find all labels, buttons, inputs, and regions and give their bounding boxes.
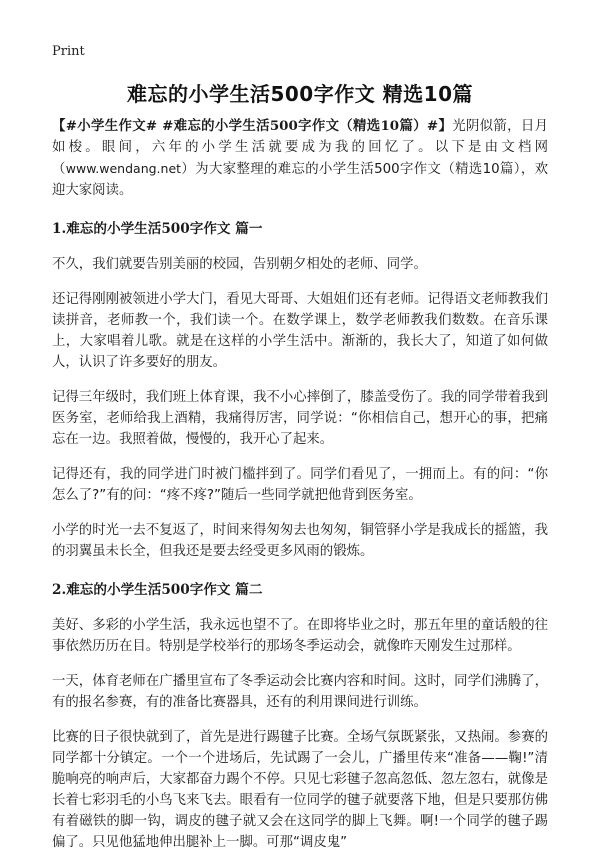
section-heading-1: 1.难忘的小学生活500字作文 篇一: [52, 221, 263, 237]
paragraph: 一天，体育老师在广播里宣布了冬季运动会比赛内容和时间。这时，同学们沸腾了，有的报名参赛，有的准备比赛器具，还有的利用课间进行训练。: [52, 674, 548, 710]
article-body: [52, 116, 548, 867]
intro-paragraph: [52, 116, 548, 201]
paragraph: 记得还有，我的同学进门时被门槛拌到了。同学们看见了，一拥而上。有的问：“你怎么了?”有的问：“疼不疼?”随后一些同学就把他背到医务室。: [52, 467, 548, 503]
paragraph: 比赛的日子很快就到了，首先是进行踢毽子比赛。全场气氛既紧张，又热闹。参赛的同学都十分镇定。一个一个进场后，先试踢了一会儿，广播里传来“准备——鞠!”清脆响亮的响声后，大家都奋力踢个不停。只见七彩毽子忽高忽低、忽左忽右，就像是长着七彩羽毛的小鸟飞来飞去。眼看有一位同学的毽子就要落下地，但是只要那仿佛有着磁铁的脚一钩，调皮的毽子就又会在这同学的脚上飞舞。啊!一个同学的毽子踢偏了。只见他猛地伸出腿补上一脚。可那“调皮鬼”: [52, 730, 548, 850]
paragraph: 记得三年级时，我们班上体育课，我不小心摔倒了，膝盖受伤了。我的同学带着我到医务室，老师给我上酒精，我痛得厉害，同学说：“你相信自己，想开心的事，把痛忘在一边。我照着做，慢慢的，我开心了起来。: [52, 390, 548, 447]
paragraph: 还记得刚刚被领进小学大门，看见大哥哥、大姐姐们还有老师。记得语文老师教我们读拼音，老师教一个，我们读一个。在数学课上，数学老师教我们数数。在音乐课上，大家唱着儿歌。就是在这样的小学生活中。渐渐的，我长大了，知道了如何做人，认识了许多要好的朋友。: [52, 292, 548, 370]
paragraph: 美好、多彩的小学生活，我永远也望不了。在即将毕业之时，那五年里的童话般的往事依然历历在目。特别是学校举行的那场冬季运动会，就像昨天刚发生过那样。: [52, 618, 548, 654]
source-url[interactable]: www.wendang.net: [65, 161, 182, 176]
section-heading-2: 2.难忘的小学生活500字作文 篇二: [52, 582, 263, 598]
print-link[interactable]: Print: [52, 44, 85, 59]
page-title: 难忘的小学生活500字作文 精选10篇: [126, 82, 474, 106]
intro-text-2: ）为大家整理的难忘的小学生活500字作文（精选10篇），欢迎大家阅读。: [52, 162, 548, 198]
paragraph: 不久，我们就要告别美丽的校园，告别朝夕相处的老师、同学。: [52, 257, 427, 272]
paragraph: 小学的时光一去不复返了，时间来得匆匆去也匆匆，铜管驿小学是我成长的摇篮，我的羽翼虽未长全，但我还是要去经受更多风雨的锻炼。: [52, 523, 548, 559]
intro-text-1: 光阴似箭，日月如梭。眼间，六年的小学生活就要成为我的回忆了。以下是由文档网（: [52, 119, 548, 177]
intro-tag: 【#小学生作文# #难忘的小学生活500字作文（精选10篇）#】: [52, 118, 453, 134]
